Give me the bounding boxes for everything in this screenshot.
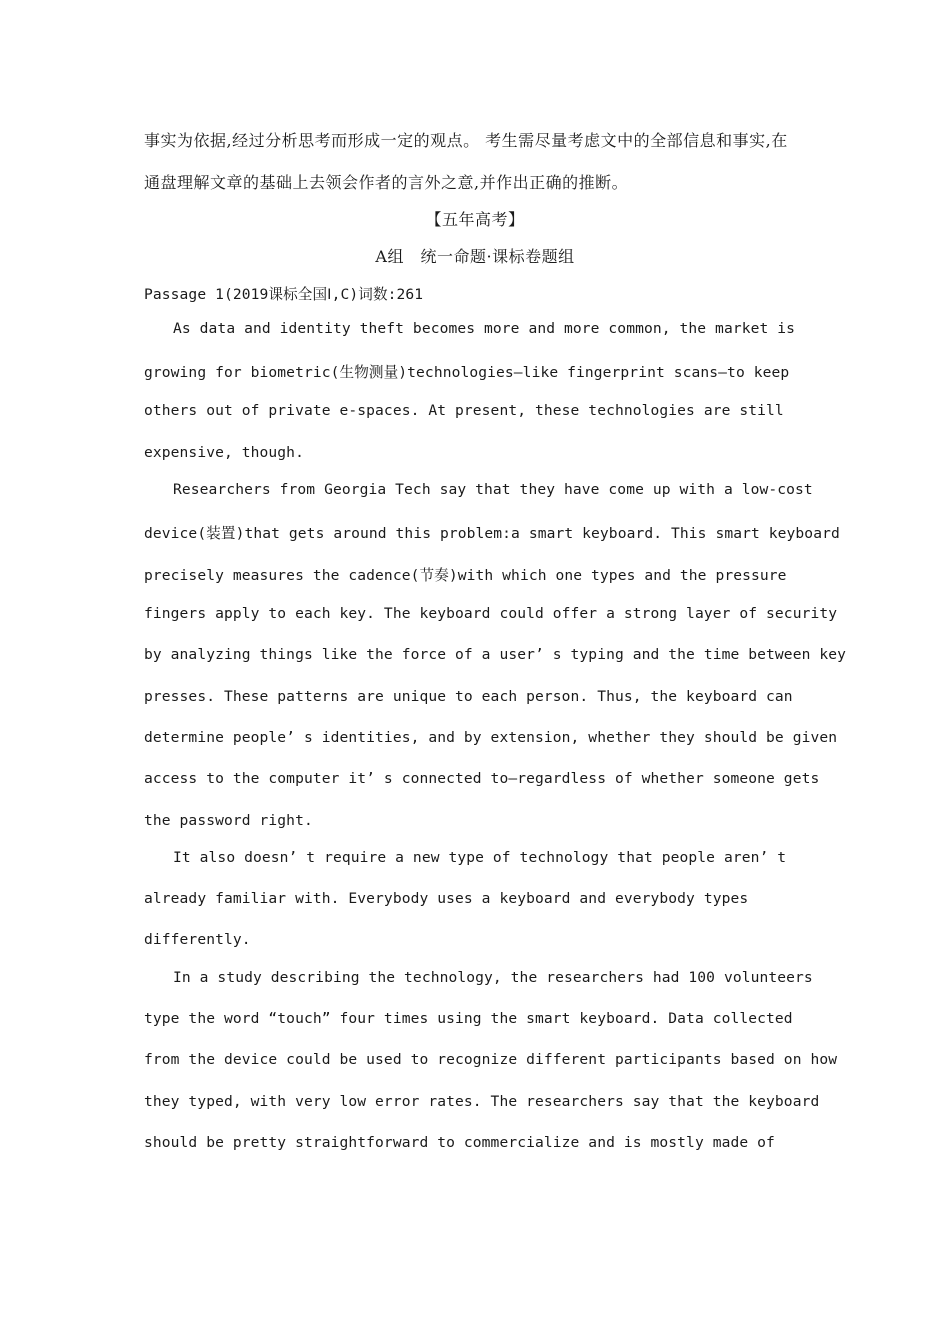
intro-line-2: 通盘理解文章的基础上去领会作者的言外之意,并作出正确的推断。: [144, 173, 629, 192]
passage-line: others out of private e-spaces. At present, these technologies are still: [144, 402, 784, 419]
section-subheading: A组 统一命题·课标卷题组: [375, 247, 575, 266]
passage-line: they typed, with very low error rates. The researchers say that the keyboard: [144, 1093, 820, 1110]
passage-line: from the device could be used to recognize different participants based on how: [144, 1051, 838, 1068]
passage-line: As data and identity theft becomes more and more common, the market is: [173, 320, 796, 337]
passage-line: access to the computer it’ s connected to—regardless of whether someone gets: [144, 770, 820, 787]
passage-line: the password right.: [144, 812, 313, 829]
passage-line: Researchers from Georgia Tech say that they have come up with a low-cost: [173, 481, 813, 498]
passage-line: precisely measures the cadence(节奏)with which one types and the pressure: [144, 567, 787, 584]
passage-label: Passage 1(2019课标全国Ⅰ,C)词数:261: [144, 286, 424, 303]
intro-line-1: 事实为依据,经过分析思考而形成一定的观点。 考生需尽量考虑文中的全部信息和事实,在: [144, 131, 788, 150]
passage-line: fingers apply to each key. The keyboard could offer a strong layer of security: [144, 605, 838, 622]
passage-line: type the word “touch” four times using the smart keyboard. Data collected: [144, 1010, 793, 1027]
passage-line: device(装置)that gets around this problem:a smart keyboard. This smart keyboard: [144, 525, 840, 542]
passage-line: should be pretty straightforward to commercialize and is mostly made of: [144, 1134, 775, 1151]
passage-line: by analyzing things like the force of a user’ s typing and the time between key: [144, 646, 847, 663]
passage-line: It also doesn’ t require a new type of technology that people aren’ t: [173, 849, 787, 866]
passage-line: presses. These patterns are unique to each person. Thus, the keyboard can: [144, 688, 793, 705]
passage-line: determine people’ s identities, and by extension, whether they should be given: [144, 729, 838, 746]
passage-line: expensive, though.: [144, 444, 304, 461]
passage-line: already familiar with. Everybody uses a keyboard and everybody types: [144, 890, 749, 907]
passage-line: differently.: [144, 931, 251, 948]
passage-line: growing for biometric(生物测量)technologies—like fingerprint scans—to keep: [144, 364, 790, 381]
section-heading: 【五年高考】: [425, 210, 525, 229]
passage-line: In a study describing the technology, the researchers had 100 volunteers: [173, 969, 813, 986]
